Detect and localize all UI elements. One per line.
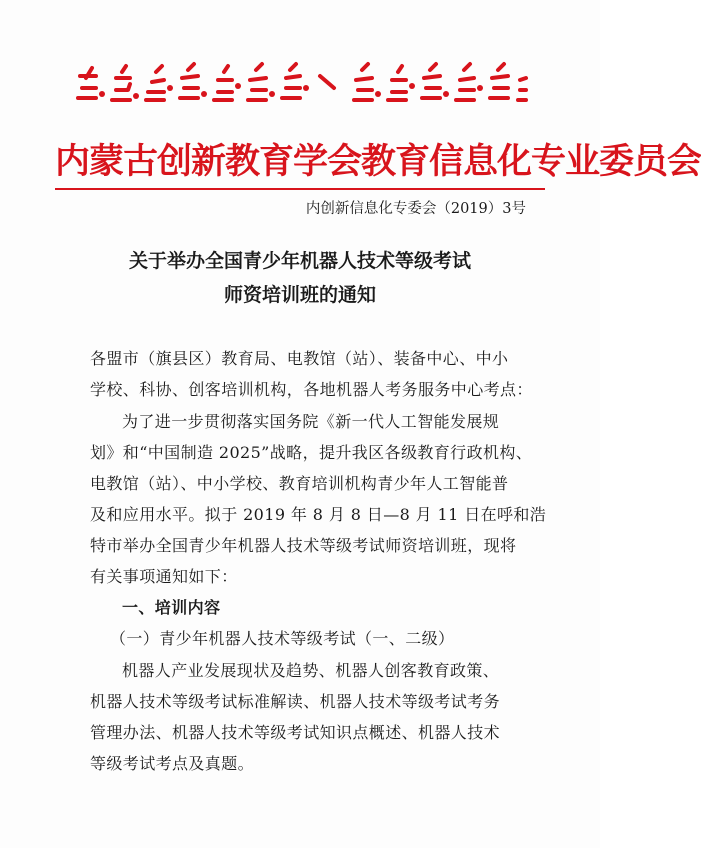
notice-title-line-1: 关于举办全国青少年机器人技术等级考试 xyxy=(128,250,471,272)
paragraph-1-line-1: 为了进一步贯彻落实国务院《新一代人工智能发展规 xyxy=(122,412,500,431)
red-divider xyxy=(55,188,545,190)
paragraph-2-line-2: 机器人技术等级考试标准解读、机器人技术等级考试考务 xyxy=(90,692,501,711)
paragraph-1-line-3: 电教馆（站）、中小学校、教育培训机构青少年人工智能普 xyxy=(90,474,509,493)
section-heading-1: 一、培训内容 xyxy=(122,598,221,617)
subsection-heading-1: （一）青少年机器人技术等级考试（一、二级） xyxy=(110,629,455,648)
paragraph-2-line-3: 管理办法、机器人技术等级考试知识点概述、机器人技术 xyxy=(90,723,501,742)
paragraph-1-line-4: 及和应用水平。拟于 2019 年 8 月 8 日—8 月 11 日在呼和浩 xyxy=(90,505,547,524)
mongolian-script-header xyxy=(72,58,528,110)
paragraph-1-line-2: 划》和“中国制造 2025”战略，提升我区各级教育行政机构、 xyxy=(90,443,533,462)
paragraph-1-line-6: 有关事项通知如下： xyxy=(90,567,238,586)
paragraph-1-line-5: 特市举办全国青少年机器人技术等级考试师资培训班，现将 xyxy=(90,536,517,555)
paragraph-2-line-4: 等级考试考点及真题。 xyxy=(90,754,255,773)
paragraph-2-line-1: 机器人产业发展现状及趋势、机器人创客教育政策、 xyxy=(122,661,500,680)
notice-title-line-2: 师资培训班的通知 xyxy=(223,284,376,306)
addressee-line-2: 学校、科协、创客培训机构，各地机器人考务服务中心考点： xyxy=(90,380,533,399)
organization-name: 内蒙古创新教育学会教育信息化专业委员会 xyxy=(55,142,701,182)
document-number: 内创新信息化专委会（2019）3号 xyxy=(305,201,526,217)
addressee-line-1: 各盟市（旗县区）教育局、电教馆（站）、装备中心、中小 xyxy=(90,349,509,368)
